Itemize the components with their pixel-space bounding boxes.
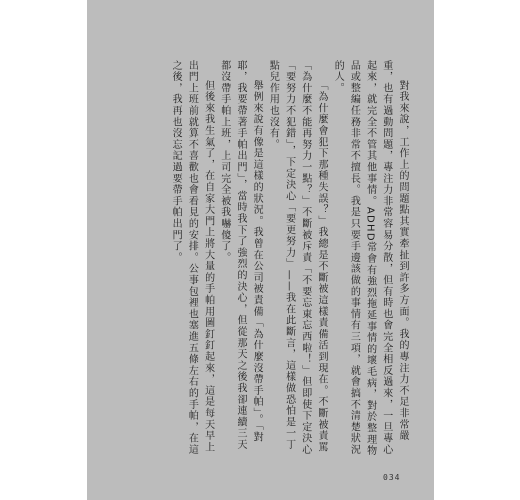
vertical-text-body xyxy=(120,60,410,460)
paragraph: 對我來說，工作上的問題點其實牽扯到許多方面。我的專注力不足非常嚴重，也有過動問題，專注力非常容易分散，但有時也會完全相反過來，一旦專心起來，就完全不管其他事情。ADHD常會有強烈拖延事情的壞毛病，對於整理物品或整編任務非常不擅長。我是只要手邊該做的事情有三項，就會搞不清楚狀況的人。 xyxy=(332,60,408,457)
paragraph: 「為什麼會犯下那種失誤？」我總是不斷被這樣責備活到現在。不斷被責罵「為什麼不能再努力一點？」不斷被斥責「不要忘東忘西啦！」但即使下定決心「要努力不犯錯」，下定決心「要更努力」——我在此斷言，這樣做恐怕是一丁點兒作用也沒有。 xyxy=(267,60,327,456)
paragraph: 但後來我生氣了，在自家大門上將大量的手帕用圖釘釘起來，這是每天早上出門上班前就算不喜歡也會看見的安排。公事包裡也塞進五條左右的手帕，在這之後，我再也沒忘記過要帶手帕出門了。 xyxy=(170,60,214,456)
book-page xyxy=(87,0,434,500)
page-number: 034 xyxy=(383,473,401,482)
paragraph: 舉例來說有像是這樣的狀況。我曾在公司被責備「為什麼沒帶手帕」。「對耶，我要帶著手帕出門」，當時我下了強烈的決心，但從那天之後我卻連續三天都沒帶手帕上班，上司完全被我嚇傻了。 xyxy=(218,60,263,451)
